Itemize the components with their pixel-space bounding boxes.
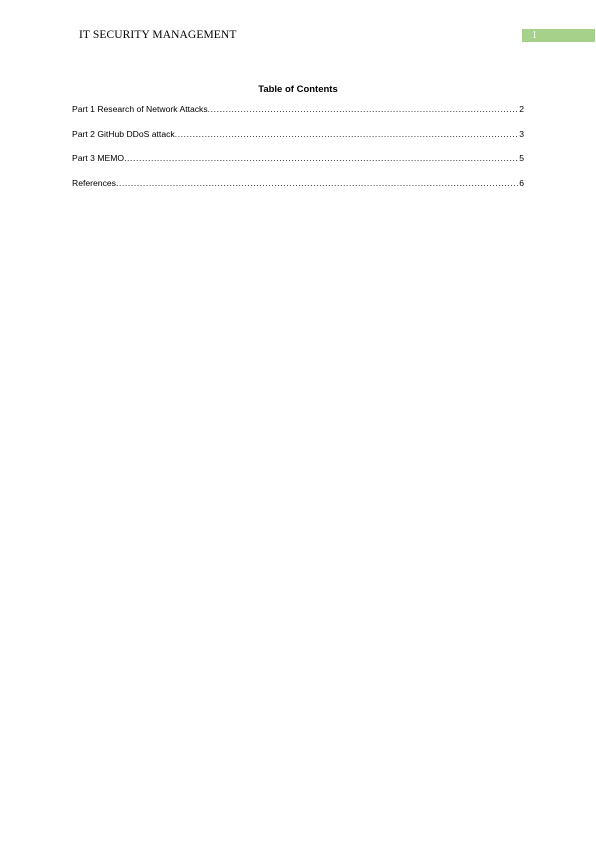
toc-entry-page[interactable]: 2 xyxy=(519,104,524,114)
toc-entry-label[interactable]: Part 3 MEMO xyxy=(72,153,125,163)
toc-entry-page[interactable]: 3 xyxy=(519,128,524,139)
toc-dot-leader xyxy=(116,178,518,188)
page-number: 1 xyxy=(532,30,537,41)
table-of-contents xyxy=(72,104,524,202)
toc-entry-label[interactable]: Part 1 Research of Network Attacks xyxy=(72,104,208,114)
toc-entry-part-3[interactable] xyxy=(72,153,524,165)
toc-entry-part-1[interactable] xyxy=(72,104,524,116)
toc-dot-leader xyxy=(208,104,519,114)
toc-dot-leader xyxy=(124,153,518,163)
toc-entry-page[interactable]: 5 xyxy=(519,153,524,163)
toc-heading: Table of Contents xyxy=(258,84,338,95)
toc-entry-label[interactable]: Part 2 GitHub DDoS attack xyxy=(72,128,175,139)
header-title: IT SECURITY MANAGEMENT xyxy=(79,29,237,41)
page-number-badge xyxy=(522,29,595,42)
toc-dot-leader xyxy=(175,129,519,139)
toc-entry-label[interactable]: References xyxy=(72,177,116,188)
toc-entry-page[interactable]: 6 xyxy=(519,177,524,188)
toc-entry-part-2[interactable] xyxy=(72,129,524,141)
toc-entry-references[interactable] xyxy=(72,178,524,190)
